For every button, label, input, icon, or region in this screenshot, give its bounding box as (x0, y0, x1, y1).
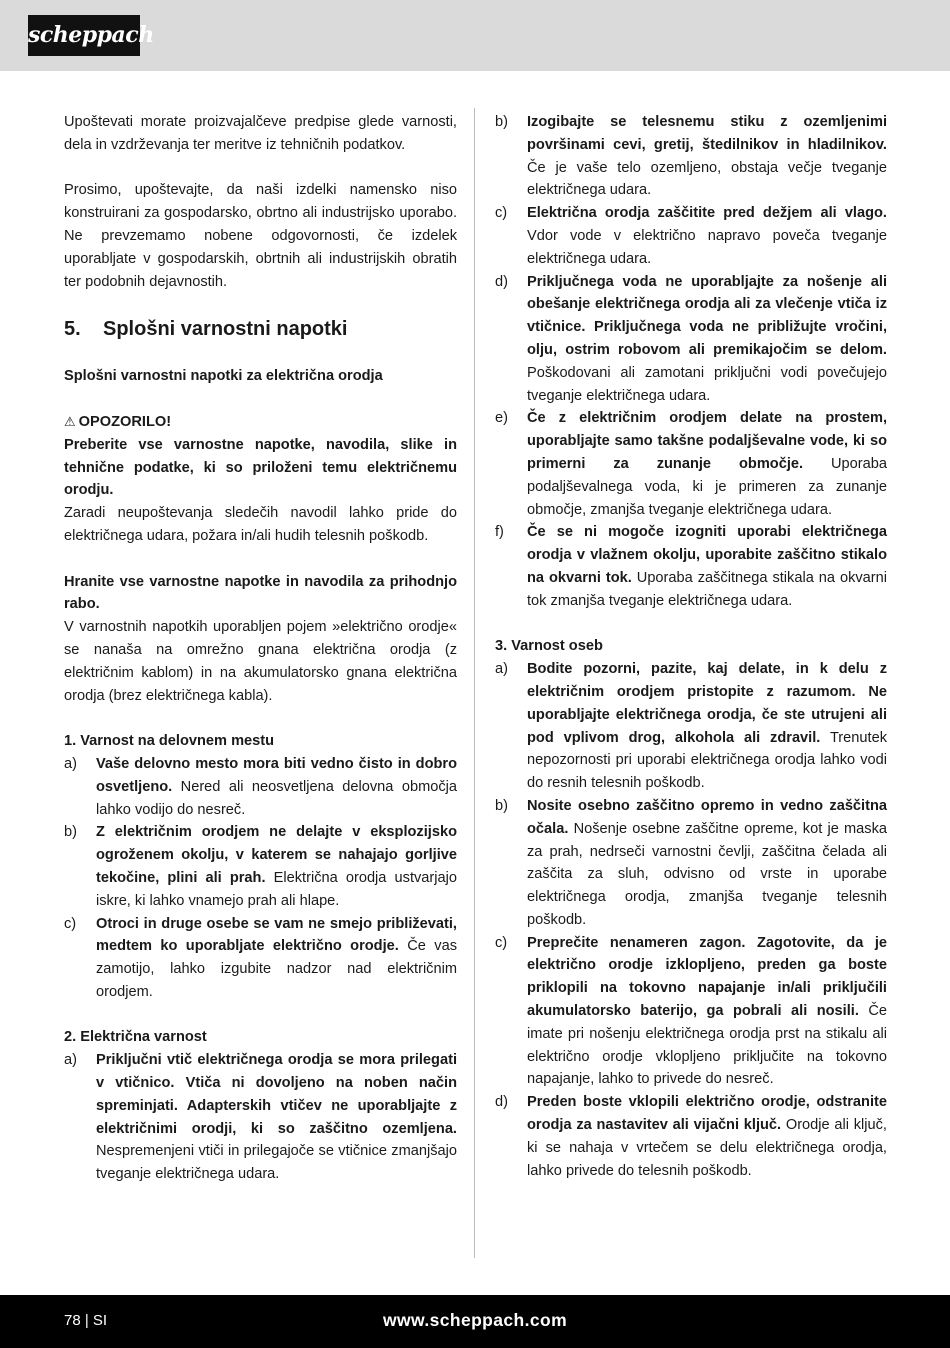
list-item-bold-text: Priključnega voda ne uporabljajte za nošenje ali obešanje električnega orodja ali za vlečenje vtiča iz vtičnice. Priključnega voda ne približujte vročini, olju, ostrim robovom ali premikajočim se delom. (527, 273, 887, 358)
list-item-label: d) (495, 1094, 508, 1111)
list-item (64, 913, 457, 1004)
list-item-text: Če vas zamotijo, lahko izgubite nadzor nad električnim orodjem. (96, 938, 457, 1000)
list-item-text: Nered ali neosvetljena delovna območja lahko vodijo do nesreč. (96, 778, 457, 818)
page-header (0, 0, 950, 71)
scheppach-logo (28, 15, 154, 56)
list-item-text: Če je vaše telo ozemljeno, obstaja večje tveganje električnega udara. (527, 159, 887, 199)
list-item-bold-text: Priključni vtič električnega orodja se mora prilegati v vtičnico. Vtiča ni dovoljeno na noben način spreminjati. Adapterskih vtičev ne uporabljajte z električnimi orodji, ki so zaščitno ozemljena. (96, 1052, 457, 1137)
list-item-bold-text: Električna orodja zaščitite pred dežjem ali vlago. (527, 205, 887, 222)
list-item (64, 1049, 457, 1186)
warning-bold-text: Preberite vse varnostne napotke, navodila, slike in tehnične podatke, ki so priloženi temu električnemu orodju. (64, 436, 457, 499)
list-item-bold-text: Vaše delovno mesto mora biti vedno čisto in dobro osvetljeno. (96, 755, 457, 795)
list-item-label: a) (64, 1052, 77, 1069)
list-item-bold-text: Preprečite nenameren zagon. Zagotovite, da je električno orodje izklopljeno, preden ga boste priklopili na tokovno napajanje in/ali priključili akumulatorsko baterijo, ga pobrali ali nosili. (527, 934, 887, 1020)
list-item (495, 658, 887, 795)
section-number: 5. (64, 318, 81, 341)
list-item (64, 821, 457, 912)
list-item-bold-text: Če se ni mogoče izogniti uporabi električnega orodja v vlažnem okolju, uporabite zaščitno stikalo na okvarni tok. (527, 524, 887, 586)
subheading: Splošni varnostni napotki za električna orodja (64, 368, 383, 385)
page-number: 78 | SI (64, 1312, 108, 1329)
list-item-bold-text: Z električnim orodjem ne delajte v eksplozijsko ogroženem okolju, v katerem se nahajajo gorljive tekočine, plini ali prah. (96, 824, 457, 886)
list-item-text: Poškodovani ali zamotani priključni vodi povečujejo tveganje električnega udara. (527, 364, 887, 404)
section-heading (64, 315, 457, 343)
list-item-text: Uporaba zaščitnega stikala na okvarni tok zmanjša tveganje električnega udara. (527, 569, 887, 609)
list-item-label: c) (64, 915, 77, 932)
list-item-text: Orodje ali ključ, ki se nahaja v vrtečem se delu električnega orodja, lahko privede do telesnih poškodb. (527, 1117, 887, 1179)
warning-heading (64, 411, 457, 434)
website-link[interactable]: www.scheppach.com (382, 1310, 568, 1330)
list-item-text: Električna orodja ustvarjajo iskre, ki lahko vnamejo prah ali hlape. (96, 869, 457, 909)
heading-workplace-safety: 1. Varnost na delovnem mestu (64, 733, 275, 750)
list-item-bold-text: Preden boste vklopili električno orodje, odstranite orodja za nastavitev ali vijačni ključ. (527, 1094, 887, 1134)
list-item (495, 202, 887, 270)
list-item (495, 932, 887, 1092)
warning-text: Zaradi neupoštevanja sledečih navodil lahko pride do električnega udara, požara in/ali hudih telesnih poškodb. (64, 505, 457, 544)
list-item (495, 111, 887, 202)
list-item-text: Uporaba podaljševalnega voda, ki je primeren za zunanje območje, zmanjša tveganje električnega udara. (527, 455, 887, 518)
list-item-text: Trenutek nepozornosti pri uporabi električnega orodja lahko vodi do resnih telesnih poškodb. (527, 729, 887, 792)
list-personal-safety (495, 658, 887, 1182)
list-item-text: Nespremenjeni vtiči in prilegajoče se vtičnice zmanjšajo tveganje električnega udara. (96, 1143, 457, 1183)
warning-label: OPOZORILO! (78, 413, 172, 430)
heading-personal-safety: 3. Varnost oseb (495, 638, 603, 655)
list-item (495, 407, 887, 521)
list-item-bold-text: Izogibajte se telesnemu stiku z ozemljenimi površinami cevi, gretij, štedilnikov in hladilnikov. (527, 114, 887, 153)
intro-paragraph-1: Upoštevati morate proizvajalčeve predpise glede varnosti, dela in vzdrževanja ter meritve iz tehničnih podatkov. (64, 114, 457, 153)
list-item-label: a) (495, 661, 508, 678)
list-item-bold-text: Nosite osebno zaščitno opremo in vedno zaščitna očala. (527, 797, 887, 837)
list-workplace-safety (64, 753, 457, 1004)
list-item (495, 521, 887, 612)
list-electrical-safety-continued (495, 111, 887, 613)
list-item-label: a) (64, 755, 77, 772)
right-column (495, 111, 887, 1182)
list-electrical-safety (64, 1049, 457, 1186)
list-item-bold-text: Otroci in druge osebe se vam ne smejo približevati, medtem ko uporabljate električno orodje. (96, 915, 457, 955)
keep-instructions-text: V varnostnih napotkih uporabljen pojem »električno orodje« se nanaša na omrežno gnana električna orodja (z električnim kablom) in na akumulatorsko gnana električna orodja (brez električnega kabla). (64, 619, 457, 704)
logo-text: scheppach (28, 22, 154, 48)
column-divider (474, 108, 475, 1258)
list-item-label: d) (495, 273, 508, 290)
keep-instructions-bold: Hranite vse varnostne napotke in navodila za prihodnjo rabo. (64, 573, 457, 613)
left-column (64, 111, 457, 1186)
list-item-bold-text: Če z električnim orodjem delate na prostem, uporabljajte samo takšne podaljševalne vode, ki so primerni za zunanje območje. (527, 410, 887, 472)
intro-paragraph-2: Prosimo, upoštevajte, da naši izdelki namensko niso konstruirani za gospodarsko, obrtno ali industrijsko uporabo. Ne prevzemamo nobene odgovornosti, če izdelek uporabljate v gospodarskih, obrtnih ali industrijskih obratih ter podobnih dejavnostih. (64, 182, 457, 290)
list-item-text: Nošenje osebne zaščitne opreme, kot je maska za prah, nedrseči varnostni čevlji, zaščitna čelada ali zaščita za sluh, odvisno od vrste in uporabe električnega orodja, zmanjša tveganje telesnih poškodb. (527, 820, 887, 928)
list-item (495, 795, 887, 932)
list-item-bold-text: Bodite pozorni, pazite, kaj delate, in k delu z električnim orodjem pristopite z razumom. Ne uporabljajte električnega orodja, če ste utrujeni ali pod vplivom drog, alkohola ali zdravil. (527, 661, 887, 746)
list-item-label: f) (495, 524, 504, 541)
list-item-label: c) (495, 934, 508, 951)
list-item-label: e) (495, 410, 508, 427)
list-item (495, 1091, 887, 1182)
list-item-label: b) (495, 797, 508, 814)
list-item-text: Če imate pri nošenju električnega orodja prst na stikalu ali električno orodje vklopljeno priključite na tokovno napajanje, lahko to privede do nesreč. (527, 1003, 887, 1088)
list-item-label: c) (495, 205, 508, 222)
warning-triangle-icon: ⚠ (64, 413, 76, 429)
page-footer (0, 1295, 950, 1348)
list-item (64, 753, 457, 821)
list-item (495, 271, 887, 408)
section-title: Splošni varnostni napotki (103, 318, 348, 341)
list-item-text: Vdor vode v električno napravo poveča tveganje električnega udara. (527, 227, 887, 267)
list-item-label: b) (495, 114, 508, 130)
heading-electrical-safety: 2. Električna varnost (64, 1029, 207, 1046)
list-item-label: b) (64, 824, 77, 841)
